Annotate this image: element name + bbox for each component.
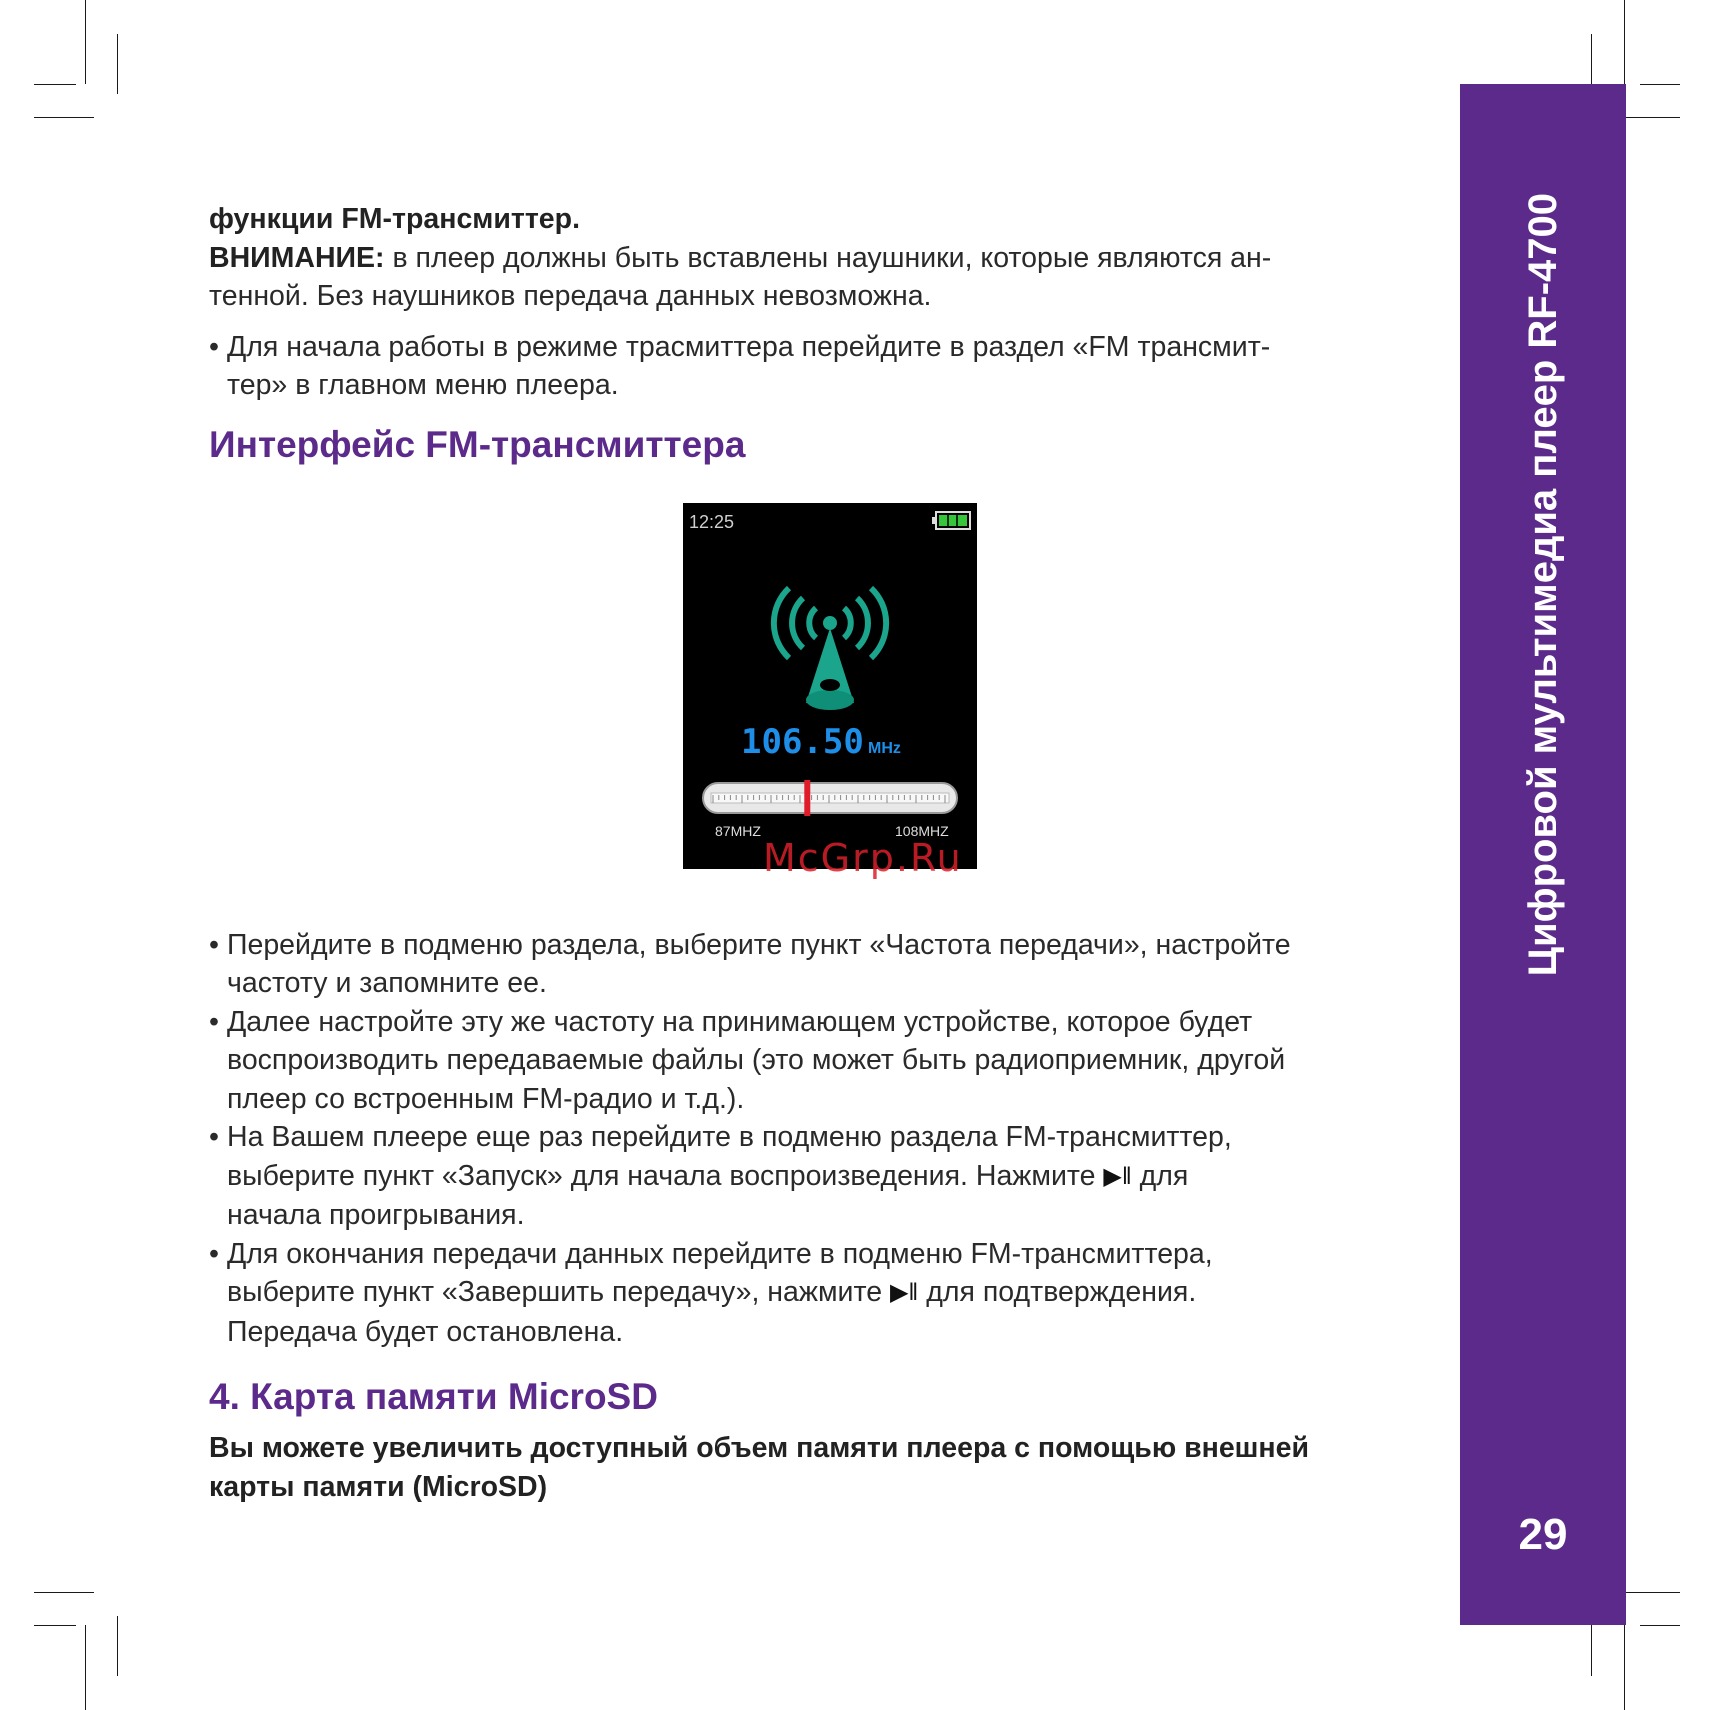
microsd-line: карты памяти (MicroSD) bbox=[209, 1470, 548, 1503]
range-max-label: 108MHZ bbox=[895, 823, 949, 839]
list-item bbox=[209, 1003, 1449, 1119]
sidebar-title: Цифровой мультимедиа плеер RF-4700 bbox=[1520, 193, 1565, 977]
list-item-text: Далее настройте эту же частоту на принимающем устройстве, которое будет bbox=[227, 1005, 1253, 1038]
list-item-text: выберите пункт «Завершить передачу», нажмите bbox=[227, 1276, 890, 1308]
intro-bold: функции FM-трансмиттер. bbox=[209, 203, 580, 235]
list-item-text: На Вашем плеере еще раз перейдите в подменю раздела FM-трансмиттер, bbox=[227, 1121, 1232, 1153]
play-pause-icon: ▶‖ bbox=[889, 1279, 919, 1306]
frequency-readout bbox=[741, 722, 901, 762]
list-item-text: для подтверждения. bbox=[918, 1276, 1197, 1308]
crop-mark bbox=[117, 1616, 118, 1676]
list-item-text: для bbox=[1131, 1159, 1189, 1192]
list-item-text: Перейдите в подменю раздела, выберите пункт «Частота передачи», настройте bbox=[227, 928, 1291, 961]
antenna-broadcast-icon bbox=[774, 588, 886, 710]
crop-mark bbox=[34, 117, 94, 118]
crop-mark bbox=[1640, 1625, 1680, 1626]
crop-mark bbox=[34, 84, 76, 85]
list-item-text: Для начала работы в режиме трасмиттера перейдите в раздел «FM трансмит- bbox=[227, 330, 1271, 363]
crop-mark bbox=[1624, 1625, 1625, 1710]
list-item-text: начала проигрывания. bbox=[227, 1199, 525, 1231]
page-number: 29 bbox=[1518, 1510, 1568, 1559]
crop-mark bbox=[85, 1625, 86, 1710]
list-item bbox=[209, 926, 1449, 1003]
crop-mark bbox=[34, 1592, 94, 1593]
list-item-text: Для окончания передачи данных перейдите в подменю FM-трансмиттера, bbox=[227, 1237, 1213, 1270]
tuner-marker bbox=[804, 780, 810, 816]
screen-time: 12:25 bbox=[689, 512, 735, 532]
crop-mark bbox=[85, 0, 86, 84]
list-item-text: частоту и запомните ее. bbox=[227, 967, 547, 999]
list-item bbox=[209, 1235, 1449, 1352]
watermark: McGrp.Ru bbox=[763, 836, 963, 880]
warning-label: ВНИМАНИЕ: bbox=[209, 241, 385, 274]
warning-paragraph bbox=[209, 239, 1449, 278]
crop-mark bbox=[34, 1625, 76, 1626]
list-item bbox=[209, 328, 1449, 405]
heading-interface: Интерфейс FM-трансмиттера bbox=[209, 423, 746, 465]
crop-mark bbox=[1640, 84, 1680, 85]
microsd-line: Вы можете увеличить доступный объем памяти плеера с помощью внешней bbox=[209, 1432, 1310, 1464]
range-min-label: 87MHZ bbox=[715, 823, 761, 839]
list-item-text: Передача будет остановлена. bbox=[227, 1315, 624, 1348]
tuner-slider bbox=[703, 780, 957, 816]
frequency-value: 106.50 bbox=[741, 722, 864, 762]
list-item bbox=[209, 1118, 1449, 1235]
sidebar-title-wrap bbox=[1460, 170, 1626, 1000]
list-item-text: плеер со встроенным FM-радио и т.д.). bbox=[227, 1082, 745, 1115]
crop-mark bbox=[1591, 1616, 1592, 1676]
crop-mark bbox=[117, 34, 118, 94]
list-item-text: выберите пункт «Запуск» для начала воспроизведения. Нажмите bbox=[227, 1159, 1104, 1192]
play-pause-icon: ▶‖ bbox=[1103, 1162, 1132, 1190]
battery-icon bbox=[932, 512, 970, 529]
frequency-unit: MHz bbox=[868, 740, 901, 757]
list-item-text: тер» в главном меню плеера. bbox=[227, 369, 619, 401]
warning-text: в плеер должны быть вставлены наушники, которые являются ан- bbox=[384, 241, 1272, 274]
crop-mark bbox=[1624, 0, 1625, 84]
heading-microsd: 4. Карта памяти MicroSD bbox=[209, 1376, 658, 1417]
list-item-text: воспроизводить передаваемые файлы (это может быть радиоприемник, другой bbox=[227, 1044, 1286, 1076]
device-screen-svg bbox=[683, 503, 977, 869]
device-screen bbox=[683, 503, 977, 869]
microsd-text bbox=[209, 1429, 1449, 1506]
warning-line-2: тенной. Без наушников передача данных невозможна. bbox=[209, 280, 932, 312]
